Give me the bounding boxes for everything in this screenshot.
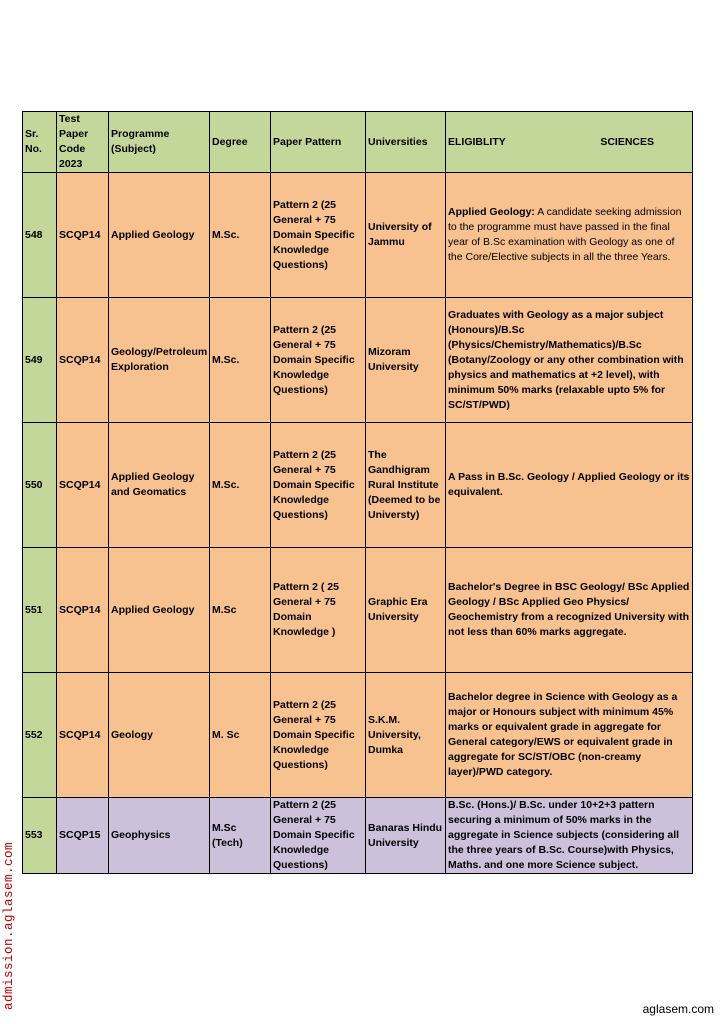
sr-no-cell: 552 — [23, 673, 57, 798]
eligibility-lead: Graduates with Geology as a major subject (Honours)/B.Sc (Physics/Chemistry/Mathematics)/B.Sc (Botany/Zoology or any other combination with physics and mathematics at +2 level), with minimum 50% marks (relaxable upto 5% for SC/ST/PWD) — [448, 308, 684, 411]
programme-cell: Geology/Petroleum Exploration — [109, 298, 210, 423]
eligibility-cell — [446, 298, 693, 423]
code-cell: SCQP14 — [57, 548, 109, 673]
degree-cell: M. Sc — [210, 673, 271, 798]
pattern-cell: Pattern 2 (25 General + 75 Domain Specific Knowledge Questions) — [271, 173, 366, 298]
pattern-cell: Pattern 2 (25 General + 75 Domain Specific Knowledge Questions) — [271, 423, 366, 548]
eligibility-cell — [446, 423, 693, 548]
table-row — [23, 673, 693, 798]
sr-no-cell: 553 — [23, 798, 57, 874]
university-cell: Mizoram University — [366, 298, 446, 423]
code-cell: SCQP15 — [57, 798, 109, 874]
eligibility-cell — [446, 798, 693, 874]
right-watermark: aglasem.com — [642, 1002, 714, 1016]
table-row — [23, 298, 693, 423]
programme-cell: Applied Geology — [109, 173, 210, 298]
table-row — [23, 173, 693, 298]
header-paper-pattern: Paper Pattern — [271, 112, 366, 173]
header-degree: Degree — [210, 112, 271, 173]
header-eligibility-label: ELIGIBLITY — [448, 135, 506, 148]
eligibility-lead: Applied Geology: — [448, 206, 535, 218]
table-row — [23, 798, 693, 874]
pattern-cell: Pattern 2 (25 General + 75 Domain Specific Knowledge Questions) — [271, 298, 366, 423]
eligibility-lead: A Pass in B.Sc. Geology / Applied Geology or its equivalent. — [448, 471, 690, 498]
programme-cell: Applied Geology — [109, 548, 210, 673]
header-section-label: SCIENCES — [600, 135, 654, 148]
university-cell: University of Jammu — [366, 173, 446, 298]
university-cell: Graphic Era University — [366, 548, 446, 673]
header-test-paper-code: Test Paper Code 2023 — [57, 112, 109, 173]
header-programme: Programme (Subject) — [109, 112, 210, 173]
degree-cell: M.Sc. — [210, 298, 271, 423]
degree-cell: M.Sc. — [210, 173, 271, 298]
university-cell: Banaras Hindu University — [366, 798, 446, 874]
eligibility-cell — [446, 673, 693, 798]
pattern-cell: Pattern 2 ( 25 General + 75 Domain Knowledge ) — [271, 548, 366, 673]
table-row — [23, 548, 693, 673]
eligibility-text: A candidate seeking admission to the programme must have passed in the final year of B.Sc examination with Geology as one of the Core/Elective subjects in all the three Years. — [448, 206, 682, 263]
programme-cell: Geophysics — [109, 798, 210, 874]
eligibility-lead: Bachelor degree in Science with Geology as a major or Honours subject with minimum 45% marks or equivalent grade in aggregate for General category/EWS or equivalent grade in aggregate for SC/ST/OBC (non-creamy layer)/PWD category. — [448, 691, 678, 778]
sr-no-cell: 549 — [23, 298, 57, 423]
eligibility-cell — [446, 173, 693, 298]
code-cell: SCQP14 — [57, 673, 109, 798]
eligibility-table — [22, 111, 693, 874]
programme-cell: Applied Geology and Geomatics — [109, 423, 210, 548]
degree-cell: M.Sc — [210, 548, 271, 673]
table-row — [23, 423, 693, 548]
sr-no-cell: 551 — [23, 548, 57, 673]
sr-no-cell: 550 — [23, 423, 57, 548]
header-eligibility — [446, 112, 693, 173]
eligibility-lead: B.Sc. (Hons.)/ B.Sc. under 10+2+3 pattern securing a minimum of 50% marks in the aggregate in Science subjects (considering all the three years of B.Sc. Course)with Physics, Maths. and one more Science subject. — [448, 799, 680, 871]
left-watermark: admission.aglasem.com — [2, 841, 16, 1010]
eligibility-cell — [446, 548, 693, 673]
degree-cell: M.Sc. — [210, 423, 271, 548]
header-row — [23, 112, 693, 173]
header-sr-no: Sr. No. — [23, 112, 57, 173]
programme-cell: Geology — [109, 673, 210, 798]
eligibility-lead: Bachelor's Degree in BSC Geology/ BSc Applied Geology / BSc Applied Geo Physics/ Geochemistry from a recognized University with not less than 60% marks aggregate. — [448, 581, 690, 638]
pattern-cell: Pattern 2 (25 General + 75 Domain Specific Knowledge Questions) — [271, 673, 366, 798]
code-cell: SCQP14 — [57, 173, 109, 298]
code-cell: SCQP14 — [57, 423, 109, 548]
university-cell: S.K.M. University, Dumka — [366, 673, 446, 798]
header-universities: Universities — [366, 112, 446, 173]
degree-cell: M.Sc (Tech) — [210, 798, 271, 874]
pattern-cell: Pattern 2 (25 General + 75 Domain Specific Knowledge Questions) — [271, 798, 366, 874]
code-cell: SCQP14 — [57, 298, 109, 423]
sr-no-cell: 548 — [23, 173, 57, 298]
university-cell: The Gandhigram Rural Institute (Deemed to be Universty) — [366, 423, 446, 548]
